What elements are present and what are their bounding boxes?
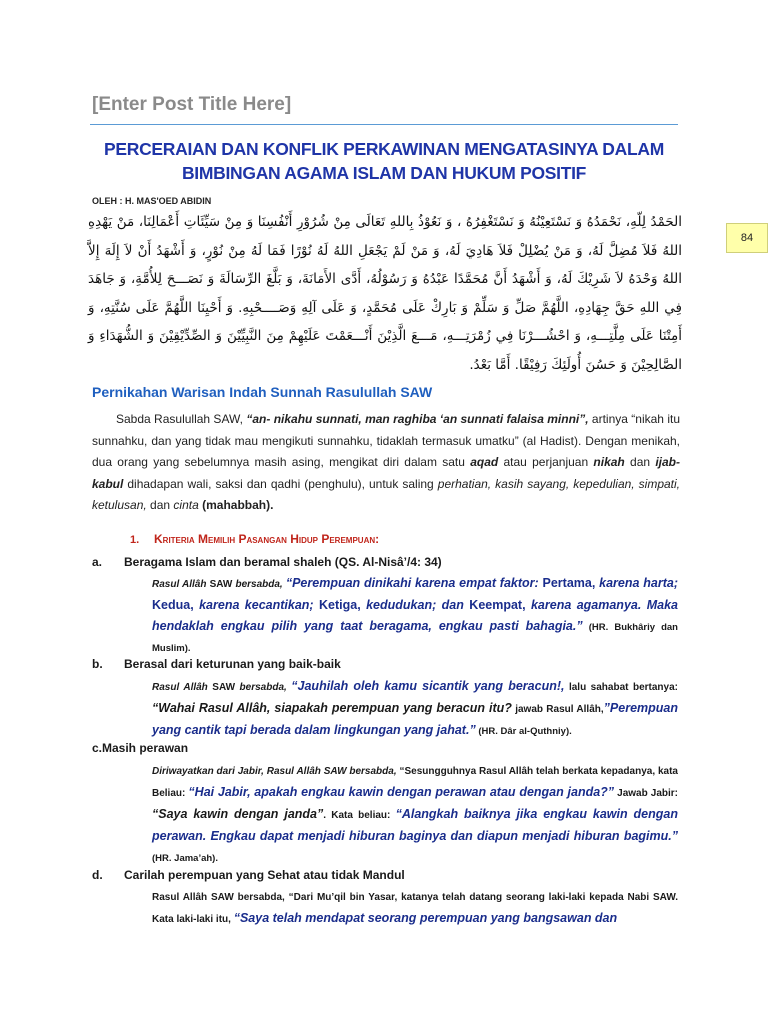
quote-c-part-6: . Kata beliau:: [323, 810, 396, 821]
intro-paragraph: [92, 409, 680, 517]
para-text-1: Sabda Rasulullah SAW,: [116, 412, 247, 426]
quote-c-part-5: “Saya kawin dengan janda”: [152, 807, 324, 821]
criteria-number: 1.: [130, 534, 140, 546]
criteria-item-d-title: [92, 868, 405, 882]
para-text-2: artinya “nikah itu sunnahku, dan yang tidak mau mengikuti sunnahku, tidaklah termasuk umatku” (al Hadist). Dengan menikah, dua orang yang sebelumnya masih asing, mengikat diri dalam satu: [92, 412, 680, 469]
quote-a-part-3: bersabda,: [232, 579, 286, 590]
author-byline: OLEH : H. MAS'OED ABIDIN: [92, 196, 212, 206]
arabic-opening-prayer: الحَمْدُ لِلّهِ، نَحْمَدُهُ وَ نَسْتَعِيْنُهُ وَ نَسْتَغْفِرُهُ ، وَ نَعُوْذُ بِاللهِ تَعَالَى مِنْ شُرُوْرِ أَنْفُسِنَا وَ مِنْ سَيِّئَاتِ أَعْمَالِنَا، مَنْ يَهْدِهِ اللهُ فَلاَ مُضِلَّ لَهُ، وَ مَنْ يُضْلِلْ فَلاَ هَادِيَ لَهُ، وَ مَنْ لَمْ يَجْعَلِ اللهُ لَهُ نُوْرًا فَمَا لَهُ مِنْ نُوْرٍ، وَ أَشْهَدُ أَنْ لاَ إِلَهَ إِلاَّ اللهُ وَحْدَهُ لاَ شَرِيْكَ لَهُ، وَ أَشْهَدُ أَنَّ مُحَمَّدًا عَبْدُهُ وَ رَسُوْلُهُ، أَدَّى الأَمَانَةَ، وَ بَلَّغَ الرِّسَالَةَ وَ نَصَـــحَ لِلأُمَّةِ، وَ جَاهَدَ فِي اللهِ حَقَّ جِهَادِهِ، اللَّهُمَّ صَلِّ وَ سَلِّمْ وَ بَارِكْ عَلَى مُحَمَّدٍ، وَ عَلَى آلِهِ وَصَــــحْبِهِ. وَ أَحْيِنَا اللَّهُمَّ عَلَى سُنَّتِهِ، وَ أَمِتْنَا عَلَى مِلَّتِـــهِ، وَ احْشُـــرْنَا فِي زُمْرَتِـــهِ، مَـــعَ الَّذِيْنَ أَنْـــعَمْتَ عَلَيْهِمْ مِنَ النَّبِيِّيْنَ وَ الصِّدِّيْقِيْنَ وَ الشُّهَدَاءِ وَ الصَّالِحِيْنَ وَ حَسُنَ أُولَئِكَ رَفِيْقًا. أَمَّا بَعْدُ.: [88, 214, 682, 373]
para-text-4: dan: [624, 455, 656, 469]
criteria-item-a-title-text: Beragama Islam dan beramal shaleh (QS. Al-Nisâ’/4: 34): [124, 555, 442, 569]
quote-c-part-1: Diriwayatkan dari Jabir, Rasul Allâh SAW bersabda,: [152, 766, 400, 777]
criteria-heading-text: Kriteria Memilih Pasangan Hidup Perempuan:: [154, 532, 380, 546]
criteria-item-b-letter: b.: [92, 657, 103, 671]
criteria-item-d-quote: [152, 887, 678, 930]
para-text-3: atau perjanjuan: [498, 455, 594, 469]
para-term-nikah: nikah: [593, 455, 625, 469]
quote-a-part-12: karena agamanya. Maka hendaklah engkau pilih yang taat beragama, engkau pasti bahagia.”: [152, 598, 678, 633]
criteria-item-b-title-text: Berasal dari keturunan yang baik-baik: [124, 657, 341, 671]
criteria-item-a-quote: [152, 573, 678, 659]
quote-b-part-8: ”Perempuan yang cantik tapi berada dalam lingkungan yang jahat.”: [152, 701, 679, 737]
post-title-placeholder: [Enter Post Title Here]: [92, 94, 292, 115]
page-number-badge: 84: [726, 223, 768, 253]
para-term-cinta: cinta: [173, 498, 199, 512]
criteria-item-d-title-text: Carilah perempuan yang Sehat atau tidak Mandul: [124, 868, 405, 882]
quote-b-source: (HR. Dâr al-Quthniy).: [475, 726, 572, 737]
quote-c-part-2: “Sesungguhnya Rasul Allâh telah berkata kepadanya, kata Beliau:: [152, 766, 678, 799]
quote-b-part-1: Rasul Allâh: [152, 682, 213, 693]
quote-c-part-4: Jawab Jabir:: [614, 788, 678, 799]
para-text-7: (mahabbah).: [198, 498, 274, 512]
quote-a-source: (HR. Bukhâriy dan Muslim).: [152, 622, 678, 654]
para-term-ijab-kabul: ijab-kabul: [92, 455, 680, 491]
quote-a-part-2: SAW: [209, 579, 233, 590]
para-qualities: perhatian, kasih sayang, kepedulian, simpati, ketulusan,: [92, 476, 680, 512]
criteria-item-c-title-text: c.Masih perawan: [92, 741, 189, 755]
quote-a-part-9: Ketiga,: [319, 598, 367, 612]
quote-a-part-5: Pertama,: [542, 576, 600, 590]
quote-b-part-7: jawab Rasul Allâh,: [511, 704, 604, 715]
quote-b-part-2: SAW: [212, 682, 236, 693]
quote-a-part-8: karena kecantikan;: [199, 598, 319, 612]
quote-a-part-4: “Perempuan dinikahi karena empat faktor:: [285, 576, 543, 590]
para-hadith-arabic: “an- nikahu sunnati, man raghiba ‘an sunnati falaisa minni”,: [246, 412, 589, 426]
quote-a-part-6: karena harta;: [599, 576, 678, 590]
criteria-item-a-title: [92, 555, 442, 569]
criteria-item-b-title: [92, 657, 341, 671]
title-divider: [90, 124, 678, 125]
article-title: [90, 137, 678, 185]
article-title-line-2: BIMBINGAN AGAMA ISLAM DAN HUKUM POSITIF: [181, 163, 587, 183]
quote-a-part-10: kedudukan; dan: [366, 598, 470, 612]
criteria-item-c-title: [92, 741, 188, 755]
criteria-item-d-letter: d.: [92, 868, 103, 882]
quote-b-part-6: “Wahai Rasul Allâh, siapakah perempuan yang beracun itu?: [152, 701, 512, 715]
quote-c-part-3: “Hai Jabir, apakah engkau kawin dengan perawan atau dengan janda?”: [188, 785, 615, 799]
para-text-5: dihadapan wali, saksi dan qadhi (penghulu), untuk saling: [123, 476, 438, 491]
quote-b-part-3: bersabda,: [235, 682, 292, 693]
criteria-item-b-quote: [152, 676, 678, 742]
quote-c-source: (HR. Jama’ah).: [152, 853, 218, 864]
para-text-6: dan: [146, 498, 174, 512]
quote-a-part-7: Kedua,: [152, 598, 200, 612]
criteria-item-a-letter: a.: [92, 555, 103, 569]
criteria-heading: [130, 532, 379, 546]
quote-a-part-1: Rasul Allâh: [152, 579, 210, 590]
quote-a-part-11: Keempat,: [469, 598, 531, 612]
section-heading: Pernikahan Warisan Indah Sunnah Rasulullah SAW: [92, 384, 433, 400]
criteria-item-c-quote: [152, 761, 678, 869]
para-term-aqad: aqad: [470, 455, 499, 469]
quote-b-part-5: lalu sahabat bertanya:: [564, 682, 678, 693]
article-title-line-1: PERCERAIAN DAN KONFLIK PERKAWINAN MENGATASINYA DALAM: [104, 139, 664, 159]
quote-d-part-2: “Saya telah mendapat seorang perempuan yang bangsawan dan: [233, 911, 618, 925]
quote-d-part-1: Rasul Allâh SAW bersabda, “Dari Mu’qil bin Yasar, katanya telah datang seorang laki-laki kepada Nabi SAW. Kata laki-laki itu,: [152, 892, 678, 925]
quote-b-part-4: “Jauhilah oleh kamu sicantik yang beracun!,: [291, 679, 565, 693]
quote-c-part-7: “Alangkah baiknya jika engkau kawin dengan perawan. Engkau dapat menjadi hiburan baginya dan diapun menjadi hiburan bagimu.”: [152, 807, 678, 843]
